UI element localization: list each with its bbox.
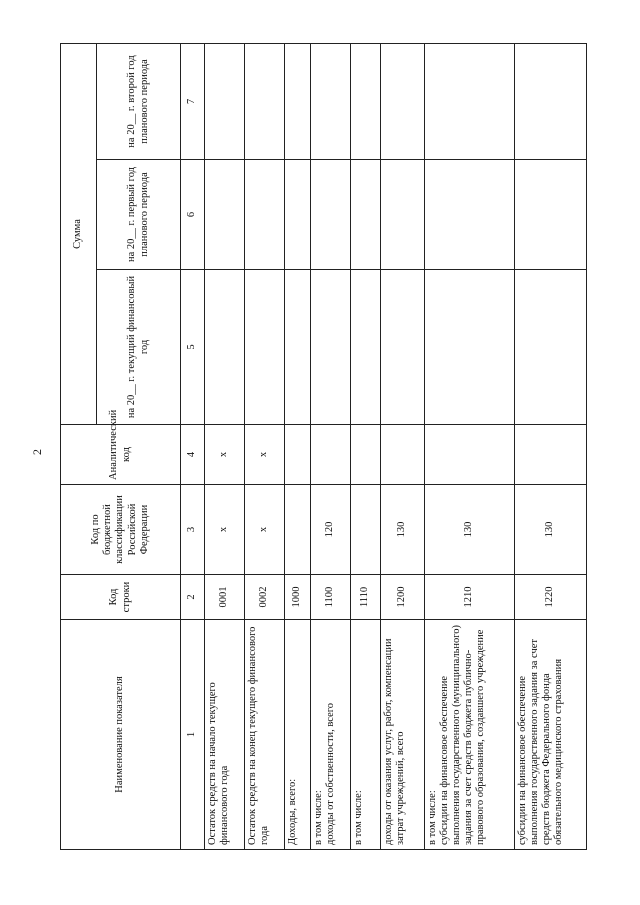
col-number: 1: [181, 620, 205, 850]
row-sum-year-1: [285, 270, 311, 425]
row-name: Доходы, всего:: [285, 620, 311, 850]
row-code: 1000: [285, 575, 311, 620]
row-budget-code: x: [205, 485, 245, 575]
table-body: [205, 43, 587, 849]
row-budget-code: 130: [515, 485, 587, 575]
col-number: 4: [181, 425, 205, 485]
page-number: 2: [30, 449, 44, 455]
row-sum-year-1: [245, 270, 285, 425]
row-sum-year-3: [381, 43, 425, 159]
table-row: [311, 43, 351, 849]
row-sum-year-1: [311, 270, 351, 425]
row-name: в том числе: субсидии на финансовое обеспечение выполнения государственного (муниципального) задания за счет средств бюджета публично-правового образования, создавшего учреждение: [425, 620, 515, 850]
row-sum-year-2: [205, 160, 245, 270]
row-name: в том числе:: [351, 620, 381, 850]
row-sum-year-3: [285, 43, 311, 159]
row-name: субсидии на финансовое обеспечение выполнения государственного задания за счет средств бюджета Федерального фонда обязательного медицинского страхования: [515, 620, 587, 850]
row-sum-year-3: [205, 43, 245, 159]
row-budget-code: x: [245, 485, 285, 575]
row-sum-year-3: [311, 43, 351, 159]
row-budget-code: [285, 485, 311, 575]
row-code: 1100: [311, 575, 351, 620]
row-sum-year-2: [425, 160, 515, 270]
row-sum-year-3: [425, 43, 515, 159]
row-code: 0001: [205, 575, 245, 620]
header-code: Код строки: [61, 575, 181, 620]
document-sheet: [60, 44, 580, 850]
table-row: [381, 43, 425, 849]
row-name: Остаток средств на начало текущего финансового года: [205, 620, 245, 850]
row-sum-year-2: [351, 160, 381, 270]
row-code: 0002: [245, 575, 285, 620]
row-sum-year-1: [205, 270, 245, 425]
row-sum-year-1: [425, 270, 515, 425]
header-name: Наименование показателя: [61, 620, 181, 850]
col-number: 7: [181, 43, 205, 159]
row-sum-year-1: [351, 270, 381, 425]
row-name: Остаток средств на конец текущего финансового года: [245, 620, 285, 850]
row-code: 1200: [381, 575, 425, 620]
row-sum-year-3: [515, 43, 587, 159]
table-row: [205, 43, 245, 849]
table-row: [515, 43, 587, 849]
row-code: 1210: [425, 575, 515, 620]
header-year-2: на 20__ г. первый год планового периода: [97, 160, 181, 270]
row-sum-year-2: [285, 160, 311, 270]
row-sum-year-2: [515, 160, 587, 270]
col-number: 2: [181, 575, 205, 620]
table-row: [425, 43, 515, 849]
header-year-1: на 20__ г. текущий финансовый год: [97, 270, 181, 425]
row-budget-code: 130: [425, 485, 515, 575]
row-sum-year-2: [381, 160, 425, 270]
header-budget-code: Код по бюджетной классификации Российской Федерации: [61, 485, 181, 575]
row-sum-year-2: [311, 160, 351, 270]
row-sum-year-3: [245, 43, 285, 159]
row-sum-year-3: [351, 43, 381, 159]
row-code: 1220: [515, 575, 587, 620]
row-analytic-code: x: [245, 425, 285, 485]
row-analytic-code: [351, 425, 381, 485]
header-year-3: на 20__ г. второй год планового периода: [97, 43, 181, 159]
row-analytic-code: [425, 425, 515, 485]
col-number: 3: [181, 485, 205, 575]
row-analytic-code: x: [205, 425, 245, 485]
row-sum-year-2: [245, 160, 285, 270]
row-analytic-code: [311, 425, 351, 485]
row-budget-code: [351, 485, 381, 575]
row-name: доходы от оказания услуг, работ, компенсации затрат учреждений, всего: [381, 620, 425, 850]
header-sum: Сумма: [61, 43, 97, 424]
table-row: [351, 43, 381, 849]
row-sum-year-1: [515, 270, 587, 425]
row-budget-code: 130: [381, 485, 425, 575]
table-row: [245, 43, 285, 849]
row-analytic-code: [285, 425, 311, 485]
row-name: в том числе: доходы от собственности, всего: [311, 620, 351, 850]
col-number: 6: [181, 160, 205, 270]
header-analytic: Аналитический код: [61, 425, 181, 485]
row-analytic-code: [381, 425, 425, 485]
table-row: [285, 43, 311, 849]
col-number: 5: [181, 270, 205, 425]
row-sum-year-1: [381, 270, 425, 425]
financial-table: [60, 43, 587, 850]
row-budget-code: 120: [311, 485, 351, 575]
row-code: 1110: [351, 575, 381, 620]
row-analytic-code: [515, 425, 587, 485]
